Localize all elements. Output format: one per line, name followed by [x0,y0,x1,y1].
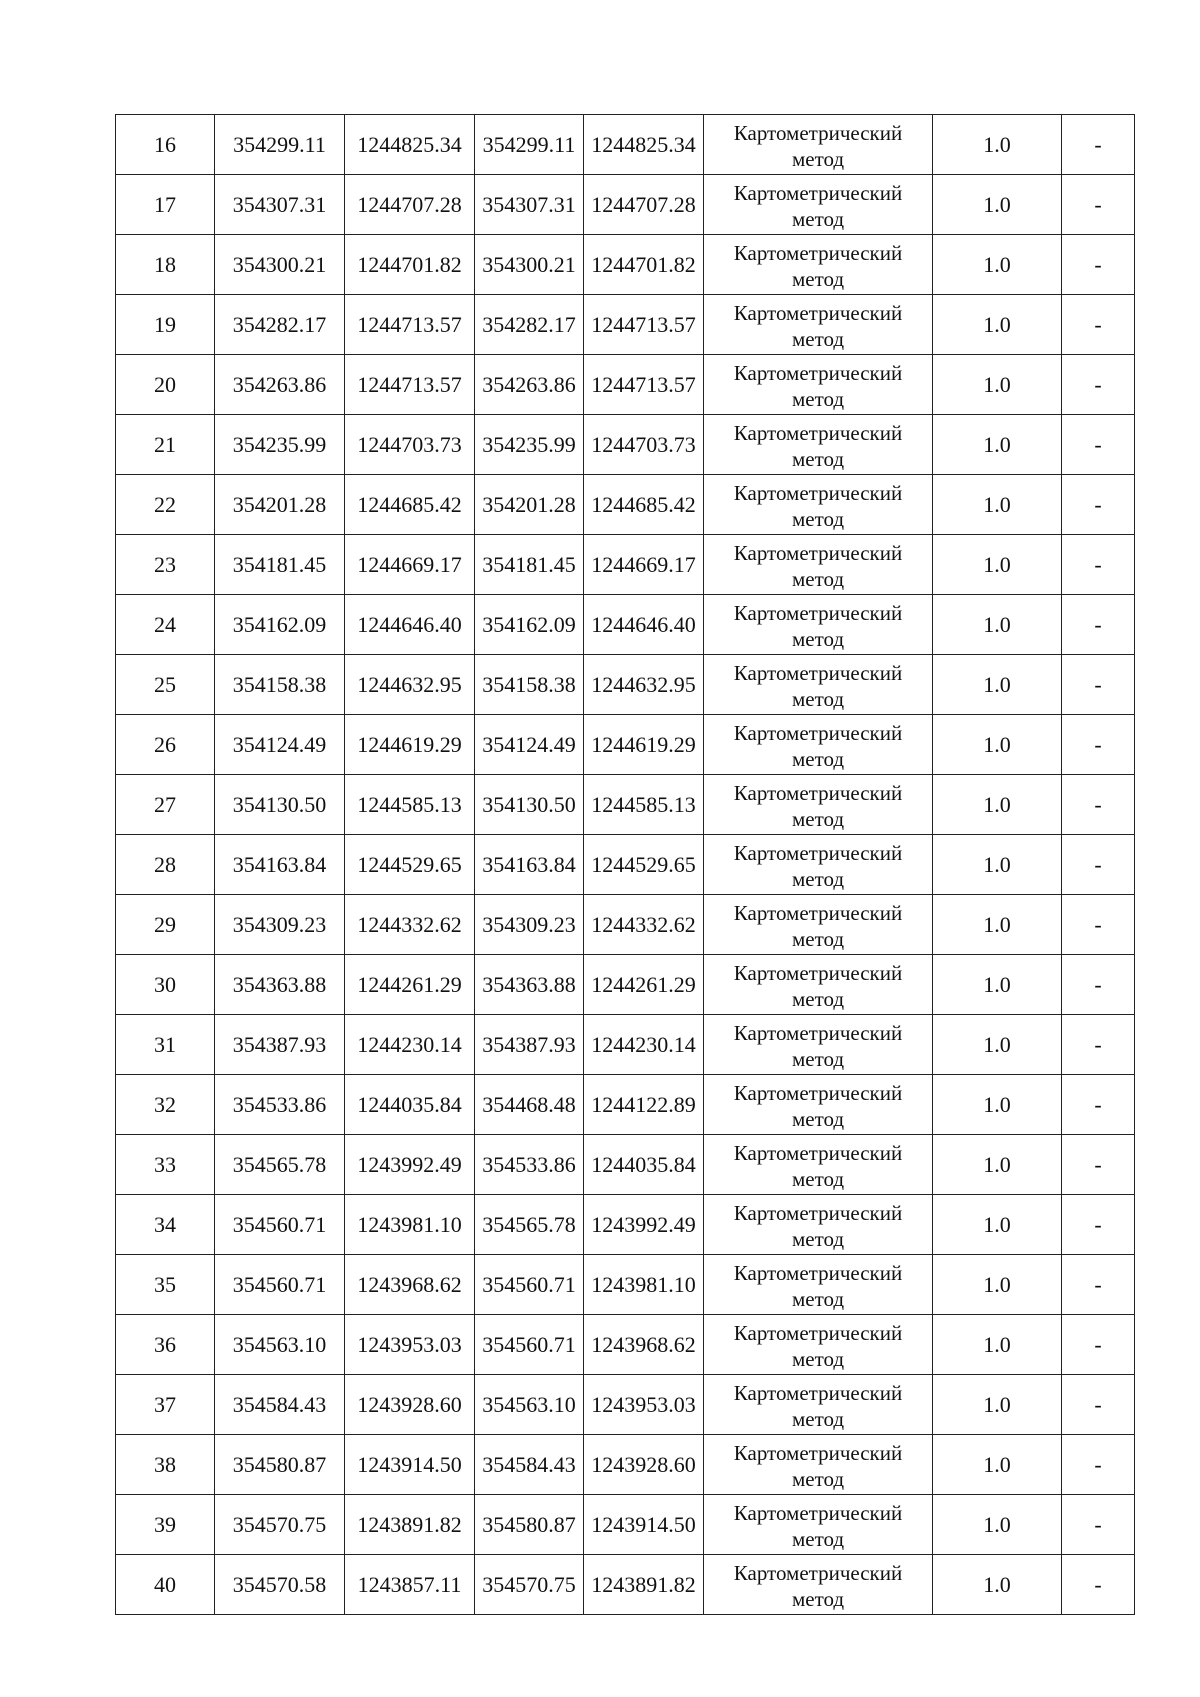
method-line-2: метод [791,1166,845,1191]
refined-x-cell: 354570.75 [475,1555,584,1615]
method-line-2: метод [791,746,845,771]
accuracy-cell: 1.0 [933,775,1062,835]
method-line-1: Картометрический [733,120,903,145]
existing-x-cell: 354584.43 [215,1375,345,1435]
table-row [116,1015,1135,1075]
method-line-1: Картометрический [733,1260,903,1285]
refined-y-cell: 1244713.57 [584,355,704,415]
method-line-1: Картометрический [733,1500,903,1525]
refined-x-cell: 354387.93 [475,1015,584,1075]
point-number-cell: 23 [116,535,215,595]
refined-x-cell: 354235.99 [475,415,584,475]
existing-y-cell: 1244713.57 [345,355,475,415]
method-line-1: Картометрический [733,960,903,985]
method-cell [704,1195,933,1255]
existing-x-cell: 354563.10 [215,1315,345,1375]
existing-x-cell: 354560.71 [215,1195,345,1255]
method-line-2: метод [791,1106,845,1131]
method-line-2: метод [791,926,845,951]
method-line-1: Картометрический [733,480,903,505]
note-cell: - [1062,235,1135,295]
method-line-2: метод [791,1046,845,1071]
refined-x-cell: 354307.31 [475,175,584,235]
refined-y-cell: 1243953.03 [584,1375,704,1435]
existing-x-cell: 354163.84 [215,835,345,895]
table-row [116,535,1135,595]
accuracy-cell: 1.0 [933,1375,1062,1435]
table-row [116,295,1135,355]
existing-y-cell: 1243891.82 [345,1495,475,1555]
refined-y-cell: 1244230.14 [584,1015,704,1075]
table-row [116,1315,1135,1375]
existing-y-cell: 1244035.84 [345,1075,475,1135]
accuracy-cell: 1.0 [933,1135,1062,1195]
existing-y-cell: 1243953.03 [345,1315,475,1375]
table-row [116,415,1135,475]
method-cell [704,775,933,835]
existing-y-cell: 1243981.10 [345,1195,475,1255]
accuracy-cell: 1.0 [933,1315,1062,1375]
method-cell [704,835,933,895]
method-line-2: метод [791,1526,845,1551]
existing-y-cell: 1244669.17 [345,535,475,595]
existing-y-cell: 1244585.13 [345,775,475,835]
accuracy-cell: 1.0 [933,715,1062,775]
method-cell [704,115,933,175]
accuracy-cell: 1.0 [933,955,1062,1015]
method-line-2: метод [791,146,845,171]
note-cell: - [1062,1555,1135,1615]
refined-y-cell: 1243981.10 [584,1255,704,1315]
table-row [116,595,1135,655]
existing-y-cell: 1244230.14 [345,1015,475,1075]
note-cell: - [1062,1255,1135,1315]
accuracy-cell: 1.0 [933,295,1062,355]
method-line-1: Картометрический [733,240,903,265]
note-cell: - [1062,295,1135,355]
note-cell: - [1062,775,1135,835]
method-line-2: метод [791,566,845,591]
method-line-2: метод [791,1226,845,1251]
table-row [116,715,1135,775]
existing-x-cell: 354300.21 [215,235,345,295]
table-row [116,1495,1135,1555]
note-cell: - [1062,895,1135,955]
table-row [116,355,1135,415]
note-cell: - [1062,1015,1135,1075]
coordinates-table [115,114,1135,1615]
method-cell [704,655,933,715]
method-cell [704,1435,933,1495]
refined-y-cell: 1244035.84 [584,1135,704,1195]
existing-y-cell: 1244646.40 [345,595,475,655]
refined-x-cell: 354560.71 [475,1315,584,1375]
existing-x-cell: 354158.38 [215,655,345,715]
point-number-cell: 19 [116,295,215,355]
method-cell [704,1015,933,1075]
method-line-2: метод [791,866,845,891]
accuracy-cell: 1.0 [933,835,1062,895]
refined-y-cell: 1243914.50 [584,1495,704,1555]
existing-x-cell: 354201.28 [215,475,345,535]
method-line-1: Картометрический [733,1560,903,1585]
accuracy-cell: 1.0 [933,1495,1062,1555]
refined-y-cell: 1244713.57 [584,295,704,355]
existing-y-cell: 1244825.34 [345,115,475,175]
table-row [116,1255,1135,1315]
method-line-2: метод [791,686,845,711]
method-cell [704,895,933,955]
method-cell [704,955,933,1015]
table-row [116,1375,1135,1435]
point-number-cell: 32 [116,1075,215,1135]
existing-x-cell: 354235.99 [215,415,345,475]
table-row [116,955,1135,1015]
method-cell [704,175,933,235]
accuracy-cell: 1.0 [933,415,1062,475]
existing-y-cell: 1243928.60 [345,1375,475,1435]
refined-y-cell: 1243928.60 [584,1435,704,1495]
note-cell: - [1062,1435,1135,1495]
method-line-1: Картометрический [733,1320,903,1345]
method-cell [704,1255,933,1315]
table-row [116,475,1135,535]
refined-x-cell: 354282.17 [475,295,584,355]
note-cell: - [1062,1495,1135,1555]
accuracy-cell: 1.0 [933,235,1062,295]
accuracy-cell: 1.0 [933,115,1062,175]
point-number-cell: 37 [116,1375,215,1435]
method-line-2: метод [791,206,845,231]
method-line-1: Картометрический [733,1440,903,1465]
note-cell: - [1062,535,1135,595]
method-line-1: Картометрический [733,1140,903,1165]
note-cell: - [1062,475,1135,535]
existing-y-cell: 1243914.50 [345,1435,475,1495]
point-number-cell: 39 [116,1495,215,1555]
refined-y-cell: 1244707.28 [584,175,704,235]
existing-y-cell: 1244707.28 [345,175,475,235]
accuracy-cell: 1.0 [933,1435,1062,1495]
refined-x-cell: 354130.50 [475,775,584,835]
table-row [116,835,1135,895]
accuracy-cell: 1.0 [933,475,1062,535]
accuracy-cell: 1.0 [933,1195,1062,1255]
refined-y-cell: 1243891.82 [584,1555,704,1615]
refined-y-cell: 1244701.82 [584,235,704,295]
refined-y-cell: 1244646.40 [584,595,704,655]
table-row [116,1075,1135,1135]
point-number-cell: 31 [116,1015,215,1075]
method-cell [704,1495,933,1555]
point-number-cell: 30 [116,955,215,1015]
refined-x-cell: 354300.21 [475,235,584,295]
method-line-2: метод [791,1466,845,1491]
method-line-2: метод [791,266,845,291]
refined-y-cell: 1244703.73 [584,415,704,475]
method-line-1: Картометрический [733,180,903,205]
accuracy-cell: 1.0 [933,595,1062,655]
refined-y-cell: 1244632.95 [584,655,704,715]
method-line-2: метод [791,326,845,351]
refined-y-cell: 1244529.65 [584,835,704,895]
refined-x-cell: 354263.86 [475,355,584,415]
method-line-1: Картометрический [733,720,903,745]
refined-y-cell: 1244685.42 [584,475,704,535]
method-cell [704,1135,933,1195]
accuracy-cell: 1.0 [933,175,1062,235]
existing-y-cell: 1244261.29 [345,955,475,1015]
refined-y-cell: 1244332.62 [584,895,704,955]
method-cell [704,595,933,655]
existing-x-cell: 354570.75 [215,1495,345,1555]
table-row [116,895,1135,955]
note-cell: - [1062,1135,1135,1195]
refined-y-cell: 1244122.89 [584,1075,704,1135]
method-line-1: Картометрический [733,780,903,805]
note-cell: - [1062,415,1135,475]
accuracy-cell: 1.0 [933,1015,1062,1075]
refined-x-cell: 354560.71 [475,1255,584,1315]
point-number-cell: 24 [116,595,215,655]
existing-y-cell: 1243857.11 [345,1555,475,1615]
refined-x-cell: 354468.48 [475,1075,584,1135]
existing-x-cell: 354307.31 [215,175,345,235]
refined-x-cell: 354158.38 [475,655,584,715]
existing-x-cell: 354130.50 [215,775,345,835]
accuracy-cell: 1.0 [933,355,1062,415]
method-line-2: метод [791,1346,845,1371]
refined-x-cell: 354299.11 [475,115,584,175]
existing-x-cell: 354387.93 [215,1015,345,1075]
method-line-2: метод [791,1586,845,1611]
existing-x-cell: 354263.86 [215,355,345,415]
method-line-2: метод [791,1406,845,1431]
existing-x-cell: 354124.49 [215,715,345,775]
existing-x-cell: 354282.17 [215,295,345,355]
table-row [116,655,1135,715]
method-line-2: метод [791,386,845,411]
method-line-1: Картометрический [733,840,903,865]
method-cell [704,1375,933,1435]
point-number-cell: 34 [116,1195,215,1255]
note-cell: - [1062,595,1135,655]
point-number-cell: 18 [116,235,215,295]
note-cell: - [1062,715,1135,775]
note-cell: - [1062,1315,1135,1375]
method-line-1: Картометрический [733,1020,903,1045]
table-body [116,115,1135,1615]
existing-y-cell: 1244529.65 [345,835,475,895]
table-row [116,1555,1135,1615]
existing-x-cell: 354363.88 [215,955,345,1015]
note-cell: - [1062,1375,1135,1435]
existing-y-cell: 1243968.62 [345,1255,475,1315]
note-cell: - [1062,175,1135,235]
existing-y-cell: 1243992.49 [345,1135,475,1195]
point-number-cell: 16 [116,115,215,175]
method-cell [704,235,933,295]
note-cell: - [1062,115,1135,175]
refined-x-cell: 354533.86 [475,1135,584,1195]
refined-y-cell: 1243968.62 [584,1315,704,1375]
existing-y-cell: 1244332.62 [345,895,475,955]
point-number-cell: 28 [116,835,215,895]
method-line-1: Картометрический [733,900,903,925]
refined-y-cell: 1244619.29 [584,715,704,775]
existing-x-cell: 354560.71 [215,1255,345,1315]
point-number-cell: 27 [116,775,215,835]
accuracy-cell: 1.0 [933,1255,1062,1315]
note-cell: - [1062,955,1135,1015]
note-cell: - [1062,355,1135,415]
refined-x-cell: 354124.49 [475,715,584,775]
method-line-2: метод [791,1286,845,1311]
refined-x-cell: 354201.28 [475,475,584,535]
point-number-cell: 17 [116,175,215,235]
method-line-1: Картометрический [733,660,903,685]
existing-y-cell: 1244713.57 [345,295,475,355]
method-line-1: Картометрический [733,600,903,625]
existing-x-cell: 354309.23 [215,895,345,955]
note-cell: - [1062,1075,1135,1135]
method-cell [704,415,933,475]
accuracy-cell: 1.0 [933,1555,1062,1615]
table-row [116,115,1135,175]
table-row [116,235,1135,295]
accuracy-cell: 1.0 [933,535,1062,595]
method-line-2: метод [791,446,845,471]
method-line-1: Картометрический [733,1080,903,1105]
refined-x-cell: 354163.84 [475,835,584,895]
method-line-1: Картометрический [733,420,903,445]
note-cell: - [1062,1195,1135,1255]
method-cell [704,295,933,355]
accuracy-cell: 1.0 [933,655,1062,715]
note-cell: - [1062,655,1135,715]
refined-y-cell: 1244825.34 [584,115,704,175]
table-row [116,1435,1135,1495]
refined-x-cell: 354363.88 [475,955,584,1015]
method-line-2: метод [791,626,845,651]
point-number-cell: 22 [116,475,215,535]
point-number-cell: 35 [116,1255,215,1315]
note-cell: - [1062,835,1135,895]
existing-y-cell: 1244685.42 [345,475,475,535]
point-number-cell: 38 [116,1435,215,1495]
method-line-1: Картометрический [733,1200,903,1225]
existing-y-cell: 1244632.95 [345,655,475,715]
point-number-cell: 29 [116,895,215,955]
refined-x-cell: 354580.87 [475,1495,584,1555]
table-row [116,1135,1135,1195]
point-number-cell: 26 [116,715,215,775]
table-row [116,775,1135,835]
method-line-2: метод [791,506,845,531]
method-line-1: Картометрический [733,540,903,565]
method-line-2: метод [791,806,845,831]
existing-x-cell: 354570.58 [215,1555,345,1615]
table-row [116,1195,1135,1255]
method-cell [704,475,933,535]
method-cell [704,1315,933,1375]
existing-y-cell: 1244703.73 [345,415,475,475]
refined-x-cell: 354162.09 [475,595,584,655]
point-number-cell: 21 [116,415,215,475]
point-number-cell: 40 [116,1555,215,1615]
method-cell [704,355,933,415]
refined-x-cell: 354181.45 [475,535,584,595]
refined-y-cell: 1243992.49 [584,1195,704,1255]
method-cell [704,1075,933,1135]
existing-x-cell: 354565.78 [215,1135,345,1195]
refined-x-cell: 354565.78 [475,1195,584,1255]
refined-y-cell: 1244585.13 [584,775,704,835]
existing-y-cell: 1244701.82 [345,235,475,295]
method-line-2: метод [791,986,845,1011]
existing-x-cell: 354580.87 [215,1435,345,1495]
existing-x-cell: 354181.45 [215,535,345,595]
method-cell [704,1555,933,1615]
existing-x-cell: 354533.86 [215,1075,345,1135]
accuracy-cell: 1.0 [933,1075,1062,1135]
method-line-1: Картометрический [733,360,903,385]
point-number-cell: 25 [116,655,215,715]
method-line-1: Картометрический [733,1380,903,1405]
existing-y-cell: 1244619.29 [345,715,475,775]
point-number-cell: 36 [116,1315,215,1375]
table-row [116,175,1135,235]
existing-x-cell: 354162.09 [215,595,345,655]
refined-x-cell: 354563.10 [475,1375,584,1435]
refined-x-cell: 354584.43 [475,1435,584,1495]
accuracy-cell: 1.0 [933,895,1062,955]
refined-x-cell: 354309.23 [475,895,584,955]
point-number-cell: 33 [116,1135,215,1195]
method-cell [704,535,933,595]
method-cell [704,715,933,775]
existing-x-cell: 354299.11 [215,115,345,175]
refined-y-cell: 1244669.17 [584,535,704,595]
refined-y-cell: 1244261.29 [584,955,704,1015]
method-line-1: Картометрический [733,300,903,325]
point-number-cell: 20 [116,355,215,415]
